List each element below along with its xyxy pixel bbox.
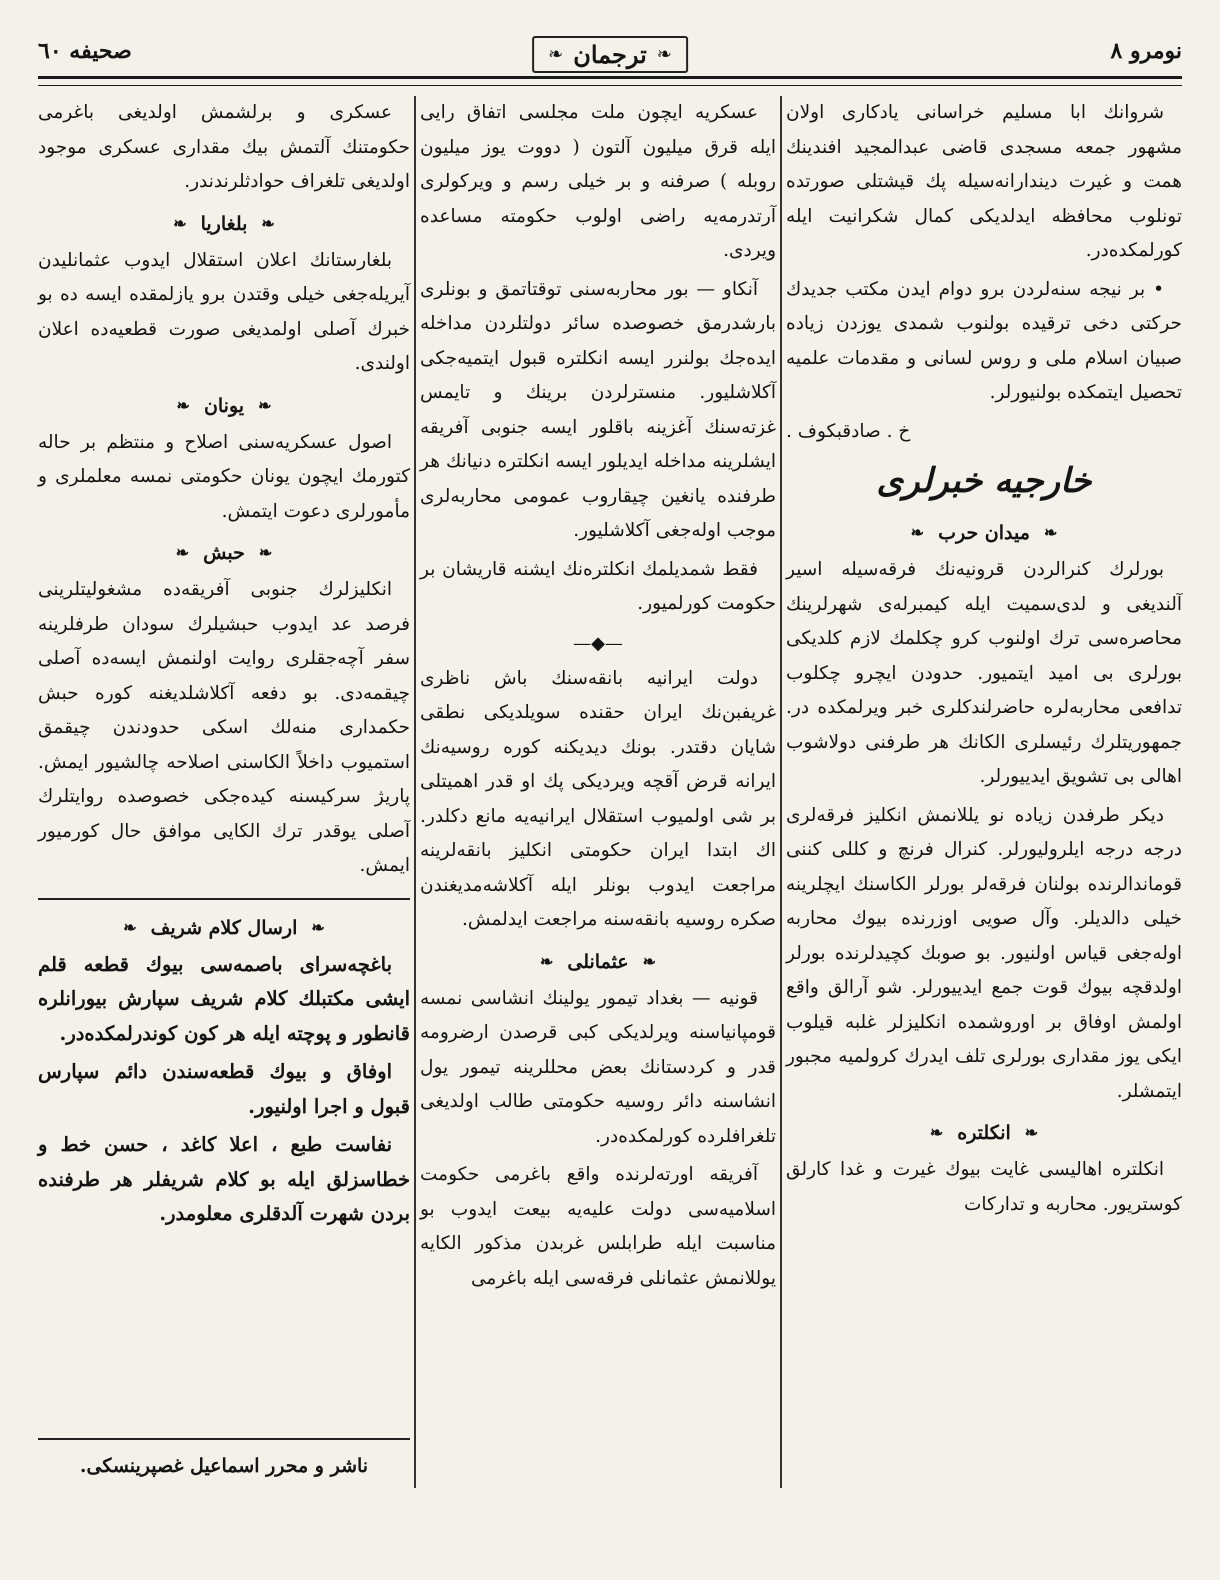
header-rule xyxy=(38,76,1182,86)
ornament-icon: ❧ xyxy=(311,917,325,937)
newspaper-title: ترجمان xyxy=(573,40,647,69)
advert-paragraph: نفاست طبع ، اعلا کاغد ، حسن خط و خطاسزلق ایله بو کلام شریفلر هر طرفنده بردن شهرت آلدقلری معلومدر. xyxy=(38,1133,410,1225)
subheading-label: بلغاریا xyxy=(200,212,248,235)
paragraph: قونیه — بغداد تیمور یولینك انشاسی نمسه قومپانیاسنه ویرلدیکی کبی قرصدن ارضرومه قدر و کردستانك بعض محللرینه تیمور یول انشاسنه دائر روسیه حکومتی طالب اولدیغی تلغرافلرده کورلمکده‌در. xyxy=(420,987,776,1147)
ornament-icon: ❧ xyxy=(929,1123,944,1142)
column-left xyxy=(38,96,410,1236)
ornament-icon: ❧ xyxy=(123,917,137,937)
subheading-label: انکلتره xyxy=(957,1122,1011,1144)
paragraph: آفریقه اورته‌لرنده واقع باغرمی حکومت اسلامیه‌سی دولت علیه‌یه بیعت ایدوب بو مناسبت ایله طرابلس غربدن مذکور الکایه یوللانمش عثمانلی فرقه‌سی ایله باغرمی xyxy=(420,1164,776,1289)
column-divider xyxy=(414,96,416,1488)
paragraph: بلغارستانك اعلان استقلال ایدوب عثمانلیدن آیریله‌جغی خیلی وقتدن برو یازلمقده ایسه ده بو خبرك آصلی اولمدیغی صورت قطعیه‌ده اعلان اولندی. xyxy=(38,249,410,374)
ornament-icon: ❧ xyxy=(910,523,925,542)
masthead xyxy=(38,36,1182,76)
subheading-label: یونان xyxy=(203,394,245,417)
ornament-icon: ❧ xyxy=(258,395,272,415)
ornament-icon: ❧ xyxy=(1043,523,1058,542)
ornament-icon: ❧ xyxy=(539,951,554,971)
ornament-icon: ❧ xyxy=(656,44,672,65)
column-middle xyxy=(420,96,776,1300)
ornament-icon: ❧ xyxy=(175,543,190,562)
advert-paragraph: باغچه‌سرای باصمه‌سی بیوك قطعه قلم ایشی مکتبلك کلام شریف سپارش بیورانلره قانطور و پوچته ایله هر کون کوندرلمکده‌در. xyxy=(38,952,410,1045)
subheading-label: حبش xyxy=(203,542,245,564)
ornament-icon: ❧ xyxy=(642,951,657,971)
paragraph: بورلرك کنرالردن قرونیه‌نك فرقه‌سیله اسیر آلندیغی و لدی‌سمیت ایله کیمبرله‌ی شهرلرینك محاصره‌سی ترك اولنوب کرو چکلمك لازم کلدیکی بورلری بی امید ایتمیور. حدودن ایچرو چکلوب تدافعی محاربه‌لره حاضرلندکلری خبر ویرلمکده در. جمهوریتلرك رئیسلری الکانك هر طرفنی دولاشوب اهالی بی تشویق ایدییورلر. xyxy=(786,559,1182,787)
ornament-icon: ❧ xyxy=(176,395,190,415)
advert-paragraph: اوفاق و بیوك قطعه‌سندن دائم سپارس قبول و اجرا اولنیور. xyxy=(38,1060,410,1118)
subheading-ottoman xyxy=(420,942,776,982)
paragraph: فقط شمدیلمك انکلتره‌نك ایشنه قاریشان بر حکومت کورلمیور. xyxy=(420,558,776,614)
paragraph: اصول عسکریه‌سنی اصلاح و منتظم بر حاله کتورمك ایچون یونان حکومتی نمسه معلملری و مأمورلری دعوت ایتمش. xyxy=(38,431,410,522)
paragraph: عسکری و برلشمش اولدیغی باغرمی حکومتنك آلتمش بیك مقداری عسکری موجود اولدیغی تلغراف حوادثلرندندر. xyxy=(38,102,410,192)
paragraph: شروانك ابا مسلیم خراسانی یادکاری اولان مشهور جمعه مسجدی قاضی عبدالمجید افندینك همت و غیرت دیندارانه‌سیله پك قیشتلی صورتده تونلوب محافظه ایدلدیکی کمال شکرانیت ایله کورلمکده‌در. xyxy=(786,102,1182,261)
signature: خ . صادقبکوف . xyxy=(786,420,911,442)
ornament-icon: ❧ xyxy=(1024,1123,1039,1142)
ornament-icon: ❧ xyxy=(261,213,275,233)
separator-ornament: —◆— xyxy=(573,632,623,654)
footer-rule xyxy=(38,1438,410,1440)
column-divider xyxy=(780,96,782,1488)
column-right xyxy=(786,96,1182,1226)
paragraph: عسکریه ایچون ملت مجلسی اتفاق رایی ایله قرق میلیون آلتون ( دووت یوز میلیون روبله ) صرفنه و بر خیلی رسم و ویرکولری آرتدرمه‌یه راضی اولوب حکومته مساعده ویردی. xyxy=(420,102,776,261)
page-number: صحیفه ٦٠ xyxy=(38,38,132,64)
publisher-line: ناشر و محرر اسماعیل غصپرینسکی. xyxy=(79,1455,369,1477)
subheading-england xyxy=(786,1113,1182,1153)
divider xyxy=(38,898,410,900)
subheading-label: میدان حرب xyxy=(938,522,1030,544)
ornament-icon: ❧ xyxy=(258,543,273,562)
issue-number: نومرو ۸ xyxy=(1110,38,1182,64)
subheading-greece xyxy=(38,386,410,426)
paragraph: انکلتره اهالیسی غایت بیوك غیرت و غدا کارلق کوستریور. محاربه و تدارکات xyxy=(786,1159,1182,1215)
subheading-abyssinia xyxy=(38,533,410,573)
subheading-label: ارسال کلام شریف xyxy=(150,916,298,939)
subheading-war xyxy=(786,513,1182,553)
section-title: خارجیه خبرلری xyxy=(876,461,1092,501)
paragraph: انکلیزلرك جنوبی آفریقه‌ده مشغولیتلرینی فرصد عد ایدوب حبشیلرك سودان طرفلرینه سفر آچه‌جقلری روایت اولنمش ایسه‌ده آصلی چیقمه‌دی. بو دفعه آکلاشلدیغنه کوره حبش حکمداری منه‌لك اسکی حدودندن چیقمق استمیوب داخلاً الکاسنی اصلاحه چالشیور ایمش. پاریژ سرکیسنه کیده‌جکی خصوصده روایتلرك آصلی یوقدر ترك الکایی موافق حال کورمیور ایمش. xyxy=(38,579,410,876)
paragraph: • بر نیجه سنه‌لردن برو دوام ایدن مکتب جدیدك حرکتی دخی ترقیده بولنوب شمدی یوزدن زیاده صبیان اسلام ملی و روس لسانی و مقدمات علمیه تحصیل ایتمکده بولنیورلر. xyxy=(786,278,1182,403)
subheading-bulgaria xyxy=(38,204,410,244)
ornament-icon: ❧ xyxy=(173,213,187,233)
paragraph: آنکاو — بور محاربه‌سنی توقتاتمق و بونلری بارشدرمق خصوصده سائر دولتلردن مداخله ایده‌جك بولنرر ایسه انکلتره قبول ایتمیه‌جکی آکلاشلیور. منسترلردن برینك و تایمس غزته‌سنك آغزینه باقلور ایسه جنوبی آفریقه ایشلرینه مداخله ایدیلور ایسه انکلتره دنیانك هر طرفنده یانغین چیقاروب عمومی محاربه‌لری موجب اوله‌جغی آکلاشلیور. xyxy=(420,278,776,541)
paragraph: دیکر طرفدن زیاده نو یللانمش انکلیز فرقه‌لری درجه درجه ایلرولیورلر. کنرال فرنچ و کللی کننی قوماندالرنده بولنان فرقه‌لر بورلر الکاسنك ایچلرینه خیلی دالدیلر. وآل صویی اوزرنده بیوك محاربه اوله‌جغی قیاس اولنیور. بو صوبك کچیدلرنده بورلر اولدقچه بیوك قوت جمع ایدییورلر. شو آرالق واقع اولمش اوفاق بر اوروشمده انکلیزلر غلبه قیلوب ایکی یوز مقداری بورلری تلف ایدرك کرولمیه مجبور ایتمشلر. xyxy=(786,804,1182,1102)
subheading-quran xyxy=(38,908,410,948)
title-box xyxy=(532,36,688,73)
ornament-icon: ❧ xyxy=(548,44,564,65)
paragraph: دولت ایرانیه بانقه‌سنك باش ناظری غریفبن‌نك ایران حقنده سویلدیکی نطقی شایان دقتدر. بونك دیدیکنه کوره روسیه‌نك ایرانه قرض آقچه ویردیکی پك او قدر اهمیتلی بر شی اولمیوب استقلال ایرانیه‌یه مانع دکلدر. اك ابتدا ایران حکومتی انکلیز بانقه‌لرینه مراجعت ایدوب بونلر ایله آکلاشه‌مدیغندن صکره روسیه بانقه‌سنه مراجعت ایدلمش. xyxy=(420,667,776,930)
subheading-label: عثمانلی xyxy=(567,950,629,973)
